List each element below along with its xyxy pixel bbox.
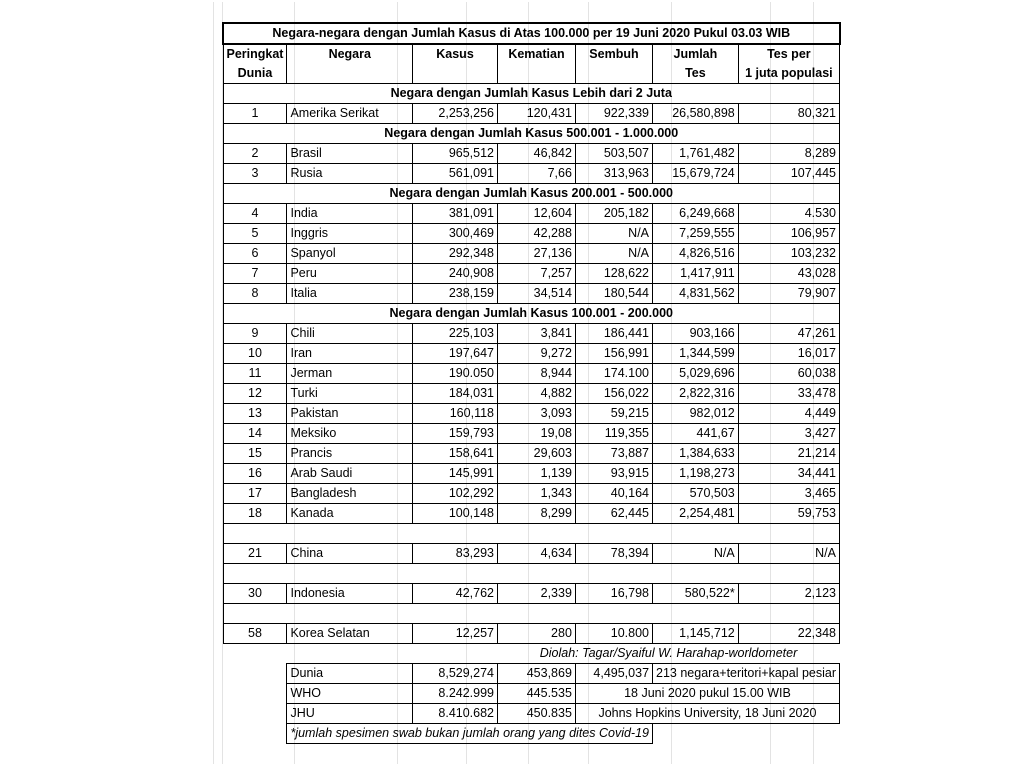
summary-deaths: 445.535 bbox=[498, 684, 576, 704]
cell-rank: 18 bbox=[223, 504, 287, 524]
cell-cases: 2,253,256 bbox=[413, 104, 498, 124]
cell-deaths: 42,288 bbox=[498, 224, 576, 244]
table-row bbox=[223, 204, 840, 224]
cell-tpm: 22,348 bbox=[738, 624, 839, 644]
section-label: Negara dengan Jumlah Kasus 500.001 - 1.000.000 bbox=[223, 124, 840, 144]
cell-recovered: 59,215 bbox=[575, 404, 652, 424]
header-country: Negara bbox=[287, 44, 413, 64]
cell-tests: 1,384,633 bbox=[653, 444, 739, 464]
cell-cases: 100,148 bbox=[413, 504, 498, 524]
table-row bbox=[223, 344, 840, 364]
title-row bbox=[223, 23, 840, 44]
cell-country: Rusia bbox=[287, 164, 413, 184]
cell-tpm: 3,465 bbox=[738, 484, 839, 504]
blank-row bbox=[223, 604, 840, 624]
cell-tpm: 4.530 bbox=[738, 204, 839, 224]
cell-tests: 4,826,516 bbox=[653, 244, 739, 264]
table-row bbox=[223, 464, 840, 484]
cell-tests: 441,67 bbox=[653, 424, 739, 444]
cell-deaths: 3,841 bbox=[498, 324, 576, 344]
cell-tpm: 21,214 bbox=[738, 444, 839, 464]
cell-tests: 1,344,599 bbox=[653, 344, 739, 364]
cell-rank: 11 bbox=[223, 364, 287, 384]
covid-table bbox=[222, 22, 841, 744]
cell-rank: 5 bbox=[223, 224, 287, 244]
cell-cases: 42,762 bbox=[413, 584, 498, 604]
cell-recovered: 174.100 bbox=[575, 364, 652, 384]
cell-deaths: 12,604 bbox=[498, 204, 576, 224]
cell-tpm: N/A bbox=[738, 544, 839, 564]
cell-cases: 561,091 bbox=[413, 164, 498, 184]
cell-cases: 381,091 bbox=[413, 204, 498, 224]
cell-tests: 2,254,481 bbox=[653, 504, 739, 524]
cell-tpm: 60,038 bbox=[738, 364, 839, 384]
cell-tests: 2,822,316 bbox=[653, 384, 739, 404]
cell-rank: 4 bbox=[223, 204, 287, 224]
summary-row-who bbox=[223, 684, 840, 704]
table-row bbox=[223, 244, 840, 264]
table-row bbox=[223, 484, 840, 504]
cell-tpm: 16,017 bbox=[738, 344, 839, 364]
header-tpm-2: 1 juta populasi bbox=[738, 64, 839, 84]
cell-country: Indonesia bbox=[287, 584, 413, 604]
cell-tests: 903,166 bbox=[653, 324, 739, 344]
cell-cases: 159,793 bbox=[413, 424, 498, 444]
cell-deaths: 9,272 bbox=[498, 344, 576, 364]
cell-tpm: 2,123 bbox=[738, 584, 839, 604]
summary-cases: 8,529,274 bbox=[413, 664, 498, 684]
cell-tpm: 43,028 bbox=[738, 264, 839, 284]
cell-tpm: 106,957 bbox=[738, 224, 839, 244]
cell-recovered: 128,622 bbox=[575, 264, 652, 284]
cell-rank: 30 bbox=[223, 584, 287, 604]
cell-tpm: 79,907 bbox=[738, 284, 839, 304]
cell-country: Prancis bbox=[287, 444, 413, 464]
header-rank: Peringkat bbox=[223, 44, 287, 64]
cell-recovered: 93,915 bbox=[575, 464, 652, 484]
cell-rank: 3 bbox=[223, 164, 287, 184]
cell-country: Meksiko bbox=[287, 424, 413, 444]
cell-country: Italia bbox=[287, 284, 413, 304]
cell-rank: 1 bbox=[223, 104, 287, 124]
footnote: *jumlah spesimen swab bukan jumlah orang yang dites Covid-19 bbox=[287, 724, 653, 744]
summary-deaths: 450.835 bbox=[498, 704, 576, 724]
cell-tests: 6,249,668 bbox=[653, 204, 739, 224]
cell-deaths: 8,944 bbox=[498, 364, 576, 384]
cell-country: Kanada bbox=[287, 504, 413, 524]
table-title: Negara-negara dengan Jumlah Kasus di Atas 100.000 per 19 Juni 2020 Pukul 03.03 WIB bbox=[223, 23, 840, 44]
table-row bbox=[223, 384, 840, 404]
cell-rank: 7 bbox=[223, 264, 287, 284]
section-label: Negara dengan Jumlah Kasus 200.001 - 500.000 bbox=[223, 184, 840, 204]
cell-tests: 1,145,712 bbox=[653, 624, 739, 644]
cell-tests: 982,012 bbox=[653, 404, 739, 424]
cell-country: Iran bbox=[287, 344, 413, 364]
cell-deaths: 4,634 bbox=[498, 544, 576, 564]
cell-tpm: 3,427 bbox=[738, 424, 839, 444]
cell-deaths: 8,299 bbox=[498, 504, 576, 524]
summary-cases: 8.242.999 bbox=[413, 684, 498, 704]
cell-tpm: 103,232 bbox=[738, 244, 839, 264]
cell-country: India bbox=[287, 204, 413, 224]
table-row bbox=[223, 404, 840, 424]
cell-deaths: 19,08 bbox=[498, 424, 576, 444]
cell-country: Chili bbox=[287, 324, 413, 344]
source-note: Diolah: Tagar/Syaiful W. Harahap-worldometer bbox=[498, 644, 840, 664]
cell-recovered: 922,339 bbox=[575, 104, 652, 124]
section-row bbox=[223, 84, 840, 104]
cell-cases: 83,293 bbox=[413, 544, 498, 564]
section-label: Negara dengan Jumlah Kasus 100.001 - 200.000 bbox=[223, 304, 840, 324]
cell-country: Jerman bbox=[287, 364, 413, 384]
summary-cases: 8.410.682 bbox=[413, 704, 498, 724]
cell-country: Peru bbox=[287, 264, 413, 284]
cell-cases: 292,348 bbox=[413, 244, 498, 264]
cell-deaths: 29,603 bbox=[498, 444, 576, 464]
cell-country: Inggris bbox=[287, 224, 413, 244]
summary-note: 18 Juni 2020 pukul 15.00 WIB bbox=[575, 684, 839, 704]
cell-cases: 300,469 bbox=[413, 224, 498, 244]
table-row bbox=[223, 144, 840, 164]
header-tests: Jumlah bbox=[653, 44, 739, 64]
summary-row-jhu bbox=[223, 704, 840, 724]
table-row bbox=[223, 624, 840, 644]
cell-recovered: 313,963 bbox=[575, 164, 652, 184]
blank-row bbox=[223, 524, 840, 544]
cell-tests: 4,831,562 bbox=[653, 284, 739, 304]
header-recovered: Sembuh bbox=[575, 44, 652, 64]
table-row bbox=[223, 324, 840, 344]
summary-note: Johns Hopkins University, 18 Juni 2020 bbox=[575, 704, 839, 724]
cell-recovered: N/A bbox=[575, 244, 652, 264]
cell-rank: 2 bbox=[223, 144, 287, 164]
cell-cases: 145,991 bbox=[413, 464, 498, 484]
footnote-row bbox=[223, 724, 840, 744]
cell-cases: 197,647 bbox=[413, 344, 498, 364]
summary-recovered: 4,495,037 bbox=[575, 664, 652, 684]
cell-country: Turki bbox=[287, 384, 413, 404]
cell-deaths: 3,093 bbox=[498, 404, 576, 424]
cell-rank: 9 bbox=[223, 324, 287, 344]
summary-deaths: 453,869 bbox=[498, 664, 576, 684]
cell-recovered: 40,164 bbox=[575, 484, 652, 504]
header-row-2 bbox=[223, 64, 840, 84]
cell-deaths: 4,882 bbox=[498, 384, 576, 404]
cell-deaths: 34,514 bbox=[498, 284, 576, 304]
cell-deaths: 27,136 bbox=[498, 244, 576, 264]
table-row bbox=[223, 264, 840, 284]
cell-cases: 965,512 bbox=[413, 144, 498, 164]
cell-tests: 15,679,724 bbox=[653, 164, 739, 184]
cell-recovered: 10.800 bbox=[575, 624, 652, 644]
header-tests-2: Tes bbox=[653, 64, 739, 84]
cell-country: Amerika Serikat bbox=[287, 104, 413, 124]
cell-country: Brasil bbox=[287, 144, 413, 164]
cell-tpm: 33,478 bbox=[738, 384, 839, 404]
blank-row bbox=[223, 564, 840, 584]
cell-tests: 1,198,273 bbox=[653, 464, 739, 484]
cell-tpm: 4,449 bbox=[738, 404, 839, 424]
cell-recovered: 156,022 bbox=[575, 384, 652, 404]
table-row bbox=[223, 584, 840, 604]
cell-tests: 7,259,555 bbox=[653, 224, 739, 244]
table-row bbox=[223, 364, 840, 384]
cell-country: Pakistan bbox=[287, 404, 413, 424]
cell-rank: 10 bbox=[223, 344, 287, 364]
table-row bbox=[223, 104, 840, 124]
header-rank-2: Dunia bbox=[223, 64, 287, 84]
cell-cases: 102,292 bbox=[413, 484, 498, 504]
cell-recovered: 156,991 bbox=[575, 344, 652, 364]
table-row bbox=[223, 444, 840, 464]
cell-rank: 13 bbox=[223, 404, 287, 424]
cell-deaths: 280 bbox=[498, 624, 576, 644]
cell-recovered: 119,355 bbox=[575, 424, 652, 444]
table-row bbox=[223, 424, 840, 444]
cell-rank: 12 bbox=[223, 384, 287, 404]
cell-tests: 26,580,898 bbox=[653, 104, 739, 124]
section-row bbox=[223, 184, 840, 204]
section-row bbox=[223, 304, 840, 324]
table-row bbox=[223, 164, 840, 184]
summary-label: Dunia bbox=[287, 664, 413, 684]
cell-cases: 238,159 bbox=[413, 284, 498, 304]
cell-recovered: 16,798 bbox=[575, 584, 652, 604]
header-tpm: Tes per bbox=[738, 44, 839, 64]
cell-tpm: 80,321 bbox=[738, 104, 839, 124]
cell-tests: 5,029,696 bbox=[653, 364, 739, 384]
cell-recovered: N/A bbox=[575, 224, 652, 244]
cell-deaths: 7,257 bbox=[498, 264, 576, 284]
section-row bbox=[223, 124, 840, 144]
cell-cases: 160,118 bbox=[413, 404, 498, 424]
cell-cases: 12,257 bbox=[413, 624, 498, 644]
header-row-1 bbox=[223, 44, 840, 64]
cell-recovered: 180,544 bbox=[575, 284, 652, 304]
cell-country: Korea Selatan bbox=[287, 624, 413, 644]
cell-rank: 16 bbox=[223, 464, 287, 484]
table-row bbox=[223, 284, 840, 304]
cell-cases: 158,641 bbox=[413, 444, 498, 464]
cell-rank: 21 bbox=[223, 544, 287, 564]
cell-recovered: 62,445 bbox=[575, 504, 652, 524]
cell-cases: 225,103 bbox=[413, 324, 498, 344]
header-deaths: Kematian bbox=[498, 44, 576, 64]
cell-rank: 17 bbox=[223, 484, 287, 504]
cell-tests: N/A bbox=[653, 544, 739, 564]
cell-deaths: 2,339 bbox=[498, 584, 576, 604]
table-row bbox=[223, 224, 840, 244]
summary-label: WHO bbox=[287, 684, 413, 704]
cell-rank: 14 bbox=[223, 424, 287, 444]
cell-tests: 580,522* bbox=[653, 584, 739, 604]
cell-country: China bbox=[287, 544, 413, 564]
cell-recovered: 78,394 bbox=[575, 544, 652, 564]
cell-rank: 58 bbox=[223, 624, 287, 644]
header-cases: Kasus bbox=[413, 44, 498, 64]
cell-rank: 8 bbox=[223, 284, 287, 304]
cell-tpm: 59,753 bbox=[738, 504, 839, 524]
cell-tpm: 47,261 bbox=[738, 324, 839, 344]
summary-label: JHU bbox=[287, 704, 413, 724]
cell-country: Bangladesh bbox=[287, 484, 413, 504]
cell-recovered: 205,182 bbox=[575, 204, 652, 224]
cell-recovered: 186,441 bbox=[575, 324, 652, 344]
cell-tpm: 107,445 bbox=[738, 164, 839, 184]
source-row bbox=[223, 644, 840, 664]
cell-cases: 184,031 bbox=[413, 384, 498, 404]
cell-tpm: 8,289 bbox=[738, 144, 839, 164]
cell-cases: 240,908 bbox=[413, 264, 498, 284]
cell-tests: 1,417,911 bbox=[653, 264, 739, 284]
cell-deaths: 46,842 bbox=[498, 144, 576, 164]
cell-tests: 1,761,482 bbox=[653, 144, 739, 164]
section-label: Negara dengan Jumlah Kasus Lebih dari 2 Juta bbox=[223, 84, 840, 104]
table-row bbox=[223, 504, 840, 524]
cell-deaths: 120,431 bbox=[498, 104, 576, 124]
cell-deaths: 1,343 bbox=[498, 484, 576, 504]
summary-row-world bbox=[223, 664, 840, 684]
cell-tpm: 34,441 bbox=[738, 464, 839, 484]
cell-rank: 6 bbox=[223, 244, 287, 264]
cell-deaths: 7,66 bbox=[498, 164, 576, 184]
cell-tests: 570,503 bbox=[653, 484, 739, 504]
table-row bbox=[223, 544, 840, 564]
cell-deaths: 1,139 bbox=[498, 464, 576, 484]
cell-country: Arab Saudi bbox=[287, 464, 413, 484]
summary-note: 213 negara+teritori+kapal pesiar bbox=[653, 664, 840, 684]
cell-recovered: 503,507 bbox=[575, 144, 652, 164]
cell-country: Spanyol bbox=[287, 244, 413, 264]
cell-recovered: 73,887 bbox=[575, 444, 652, 464]
cell-rank: 15 bbox=[223, 444, 287, 464]
cell-cases: 190.050 bbox=[413, 364, 498, 384]
